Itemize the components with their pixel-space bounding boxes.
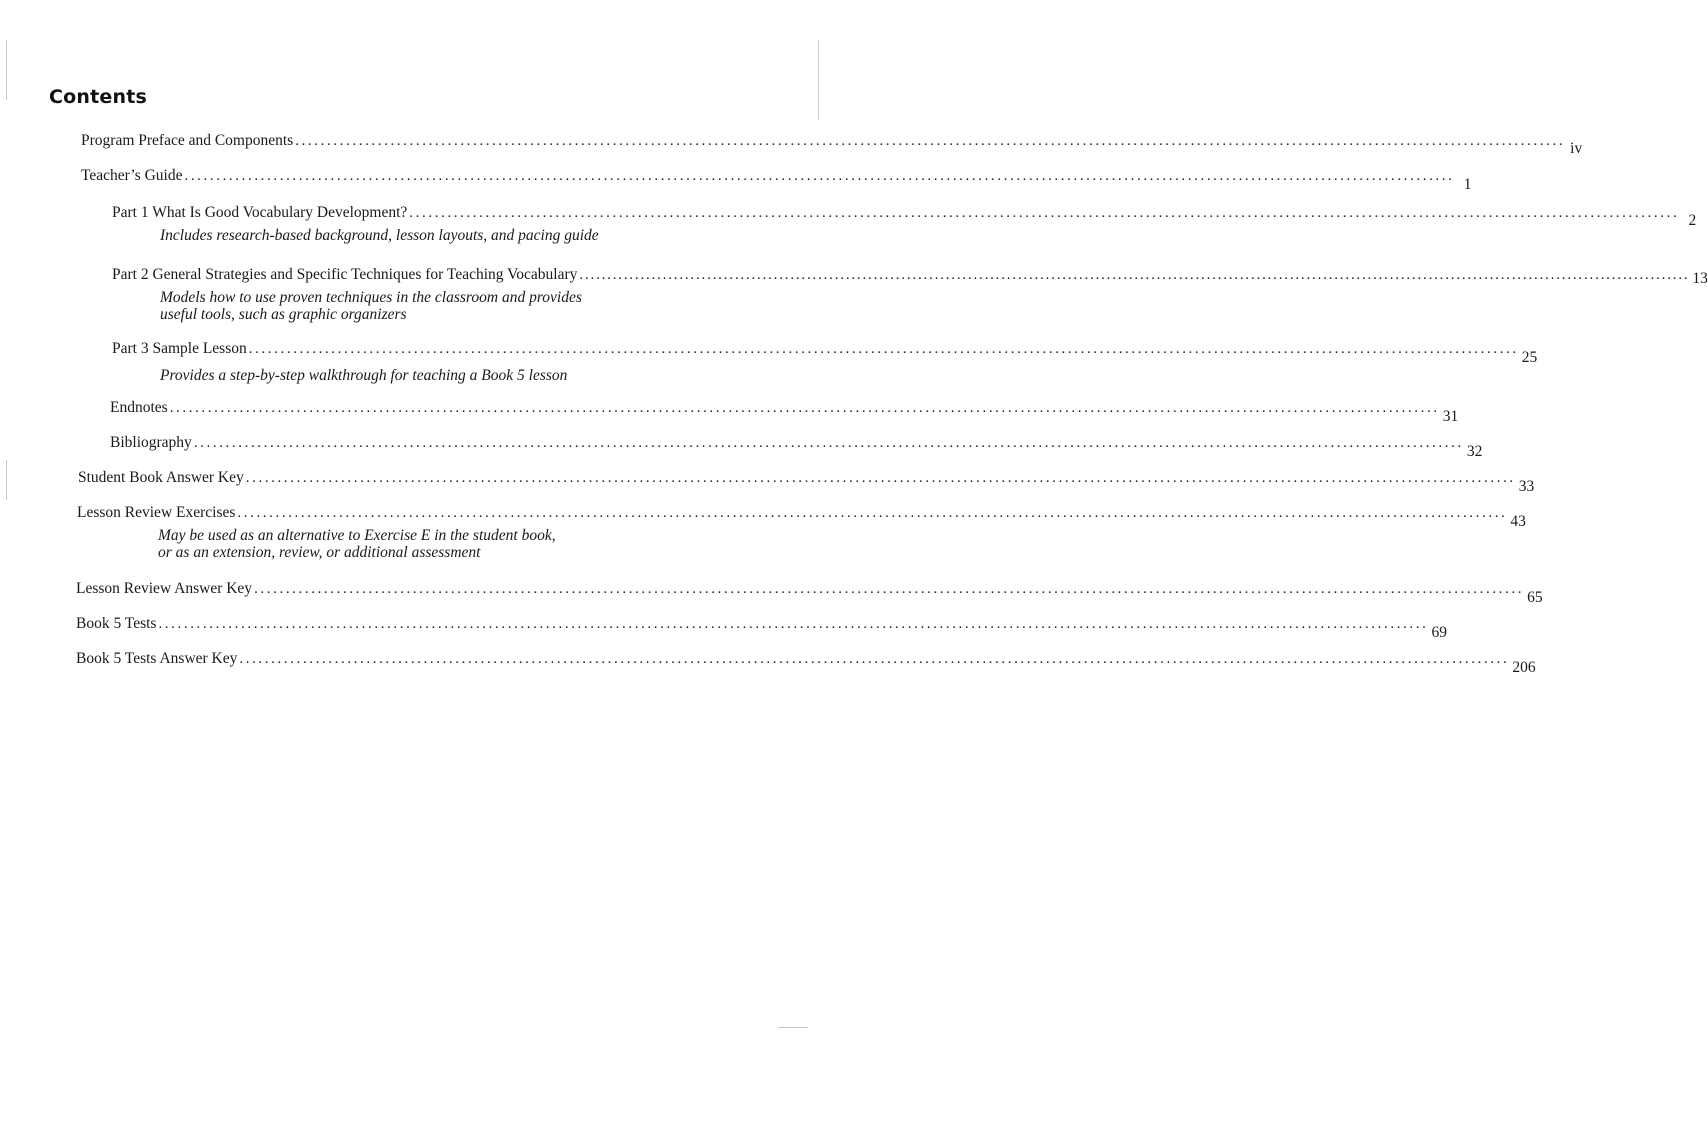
toc-page-number: 1 [1463,176,1472,193]
toc-entry-part-2 [112,266,1708,287]
toc-entry-lesson-review-exercises [77,504,1526,530]
dot-leader: ........................................................................................................................................................................................................ [245,470,1516,486]
toc-entry-title: Student Book Answer Key [78,469,244,486]
dot-leader: ........................................................................................................................................................................................................ [295,133,1566,149]
toc-page-number: 43 [1510,513,1526,530]
toc-entry-endnotes [110,399,1459,425]
toc-page-number: 65 [1527,589,1543,606]
toc-entry-title: Part 3 Sample Lesson [112,340,247,357]
toc-entry-student-book-answer-key [78,469,1535,495]
toc-entry-title: Bibliography [110,434,192,451]
toc-entry-book-5-tests-answer-key [76,650,1536,676]
scan-artifact [6,460,7,500]
toc-entry-title: Teacher’s Guide [81,167,183,184]
toc-page-number: 32 [1466,443,1483,460]
toc-page-number: 206 [1512,659,1536,676]
toc-entry-title: Part 1 What Is Good Vocabulary Development? [112,204,408,221]
toc-entry-teachers-guide [81,167,1472,193]
dot-leader: ........................................................................................................................................................................................................ [169,400,1440,416]
dot-leader: ........................................................................................................................................................................................................ [184,168,1455,184]
toc-entry-description [160,227,599,244]
scan-artifact [818,40,819,120]
toc-entry-title: Book 5 Tests [76,615,157,632]
toc-entry-description [160,289,582,323]
toc-entry-title: Program Preface and Components [81,132,294,149]
description-line: or as an extension, review, or additional assessment [158,544,481,561]
toc-entry-part-3 [112,340,1538,366]
toc-page-number: 33 [1518,478,1535,495]
toc-entry-part-1 [112,204,1697,229]
description-line: Models how to use proven techniques in the classroom and provides [160,289,582,306]
toc-page-number: 13 [1692,270,1708,287]
dot-leader: ........................................................................................................................................................................................................ [579,267,1690,283]
contents-heading: Contents [49,86,148,108]
toc-entry-title: Endnotes [110,399,168,416]
description-line: May be used as an alternative to Exercise E in the student book, [158,527,556,544]
toc-entry-program-preface [81,132,1583,157]
toc-entry-title: Lesson Review Answer Key [76,580,253,597]
dot-leader: ........................................................................................................................................................................................................ [237,505,1508,521]
toc-entry-description [160,367,567,384]
scan-artifact [6,40,7,100]
toc-page-number: 25 [1521,349,1538,366]
dot-leader: ........................................................................................................................................................................................................ [158,616,1429,632]
toc-entry-lesson-review-answer-key [76,580,1543,606]
toc-entry-title: Book 5 Tests Answer Key [76,650,238,667]
toc-entry-book-5-tests [76,615,1447,641]
dot-leader: ........................................................................................................................................................................................................ [409,205,1680,221]
toc-page-number: iv [1570,140,1583,157]
toc-page-number: 31 [1442,408,1459,425]
toc-page-number: 2 [1688,212,1697,229]
dot-leader: ........................................................................................................................................................................................................ [193,435,1464,451]
description-line: useful tools, such as graphic organizers [160,306,407,323]
dot-leader: ........................................................................................................................................................................................................ [248,341,1519,357]
dot-leader: ........................................................................................................................................................................................................ [254,581,1525,597]
toc-entry-bibliography [110,434,1483,460]
description-line: Includes research-based background, lesson layouts, and pacing guide [160,227,599,244]
toc-page-number: 69 [1431,624,1447,641]
dot-leader: ........................................................................................................................................................................................................ [239,651,1510,667]
description-line: Provides a step-by-step walkthrough for teaching a Book 5 lesson [160,367,568,384]
toc-entry-title: Part 2 General Strategies and Specific Techniques for Teaching Vocabulary [112,266,578,283]
scan-artifact [778,1027,808,1028]
toc-entry-description [158,527,556,561]
toc-entry-title: Lesson Review Exercises [77,504,236,521]
